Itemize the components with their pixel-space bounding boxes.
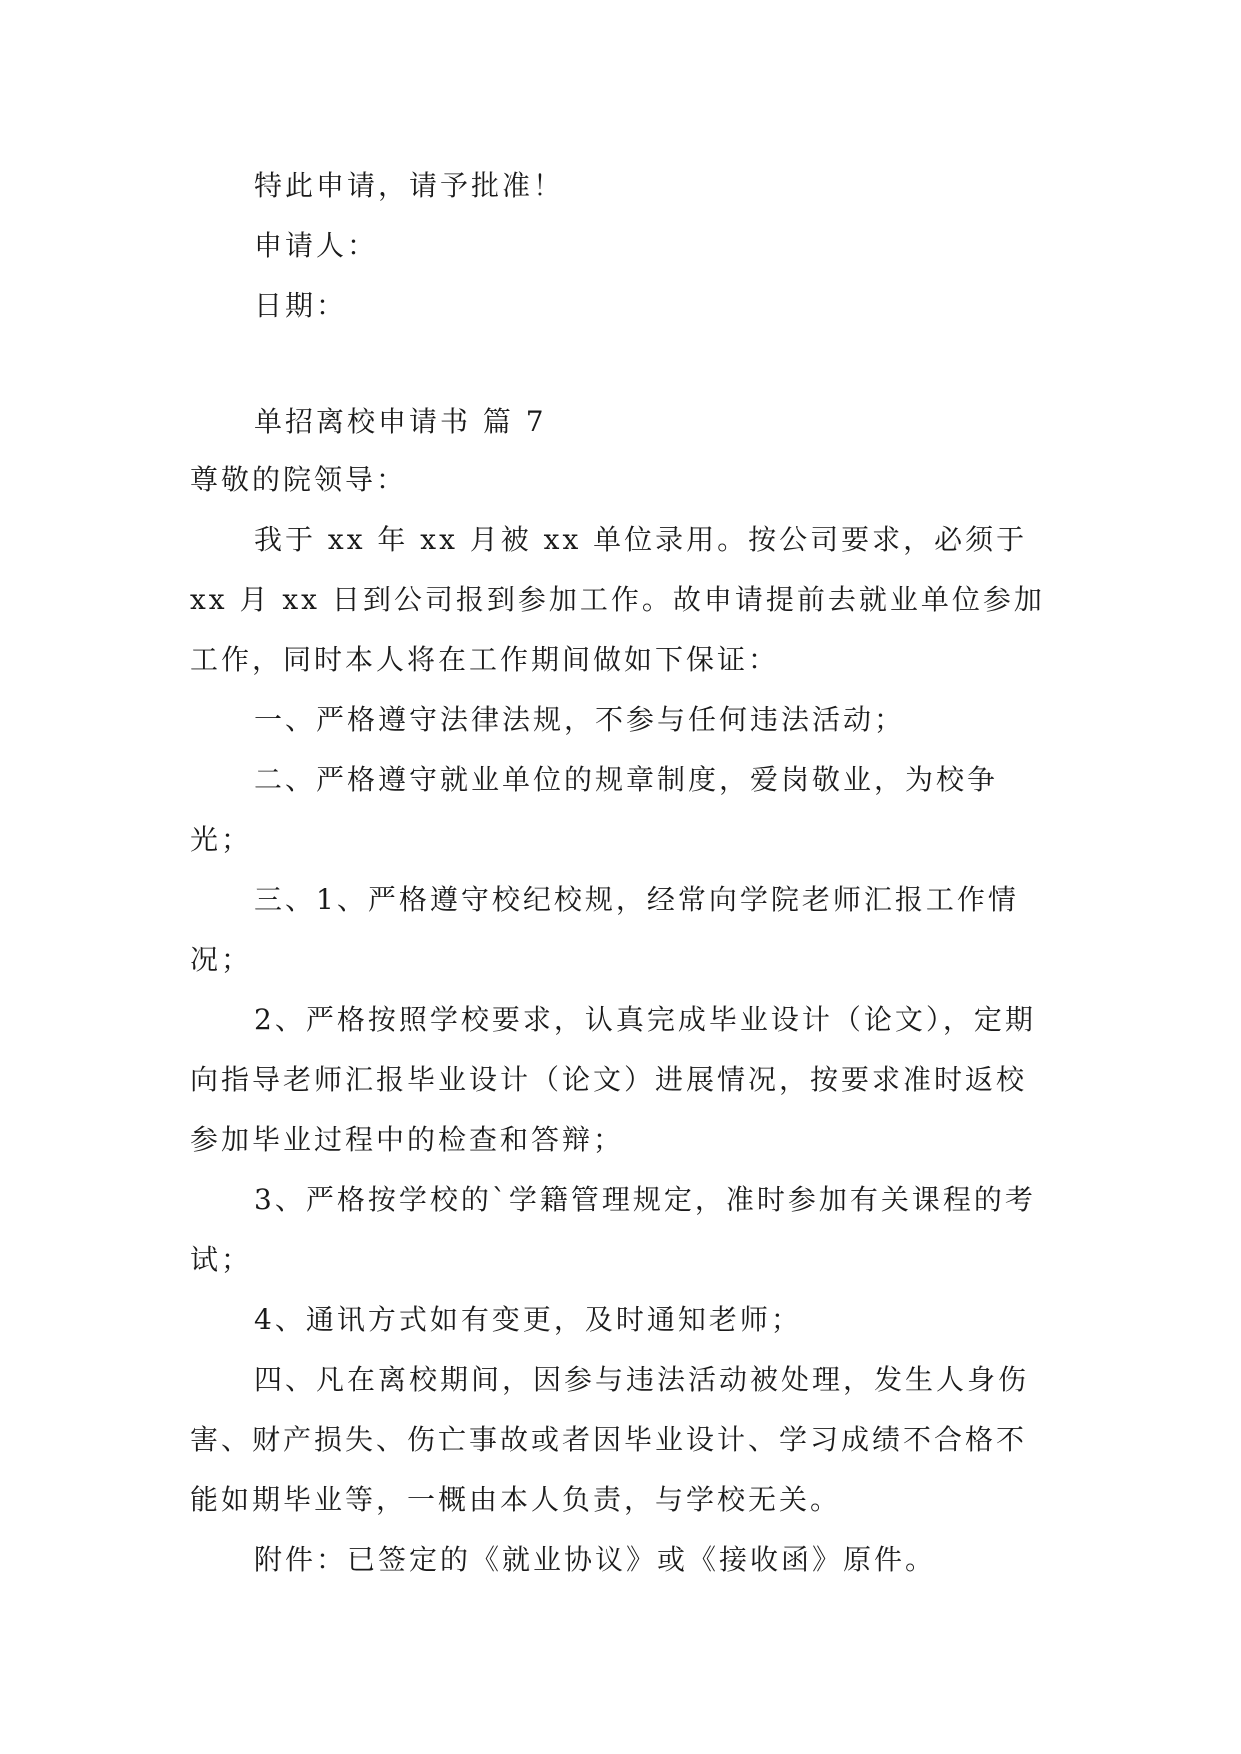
- applicant-label: 申请人：: [254, 229, 379, 262]
- pledge-item-3-1: 三、1、严格遵守校纪校规，经常向学院老师汇报工作情况；: [190, 883, 1019, 976]
- date-label: 日期：: [254, 289, 348, 322]
- pledge-item-2: 二、严格遵守就业单位的规章制度，爱岗敬业，为校争光；: [190, 763, 999, 856]
- pledge-item-3-2: 2、严格按照学校要求，认真完成毕业设计（论文），定期向指导老师汇报毕业设计（论文）进展情况，按要求准时返校参加毕业过程中的检查和答辩；: [190, 1003, 1036, 1156]
- section-heading: 单招离校申请书 篇 7: [254, 405, 547, 438]
- pledge-item-3-3: 3、严格按学校的`学籍管理规定，准时参加有关课程的考试；: [190, 1183, 1036, 1276]
- closing-request-line: 特此申请，请予批准！: [254, 169, 565, 202]
- pledge-item-3-4: 4、通讯方式如有变更，及时通知老师；: [254, 1303, 802, 1336]
- body-intro: 我于 xx 年 xx 月被 xx 单位录用。按公司要求，必须于 xx 月 xx 日到公司报到参加工作。故申请提前去就业单位参加工作，同时本人将在工作期间做如下保证：: [190, 523, 1045, 676]
- pledge-item-1: 一、严格遵守法律法规，不参与任何违法活动；: [254, 703, 906, 736]
- pledge-item-4: 四、凡在离校期间，因参与违法活动被处理，发生人身伤害、财产损失、伤亡事故或者因毕业设计、学习成绩不合格不能如期毕业等，一概由本人负责，与学校无关。: [190, 1363, 1030, 1516]
- salutation: 尊敬的院领导：: [190, 463, 408, 496]
- attachment-note: 附件：已签定的《就业协议》或《接收函》原件。: [254, 1543, 937, 1576]
